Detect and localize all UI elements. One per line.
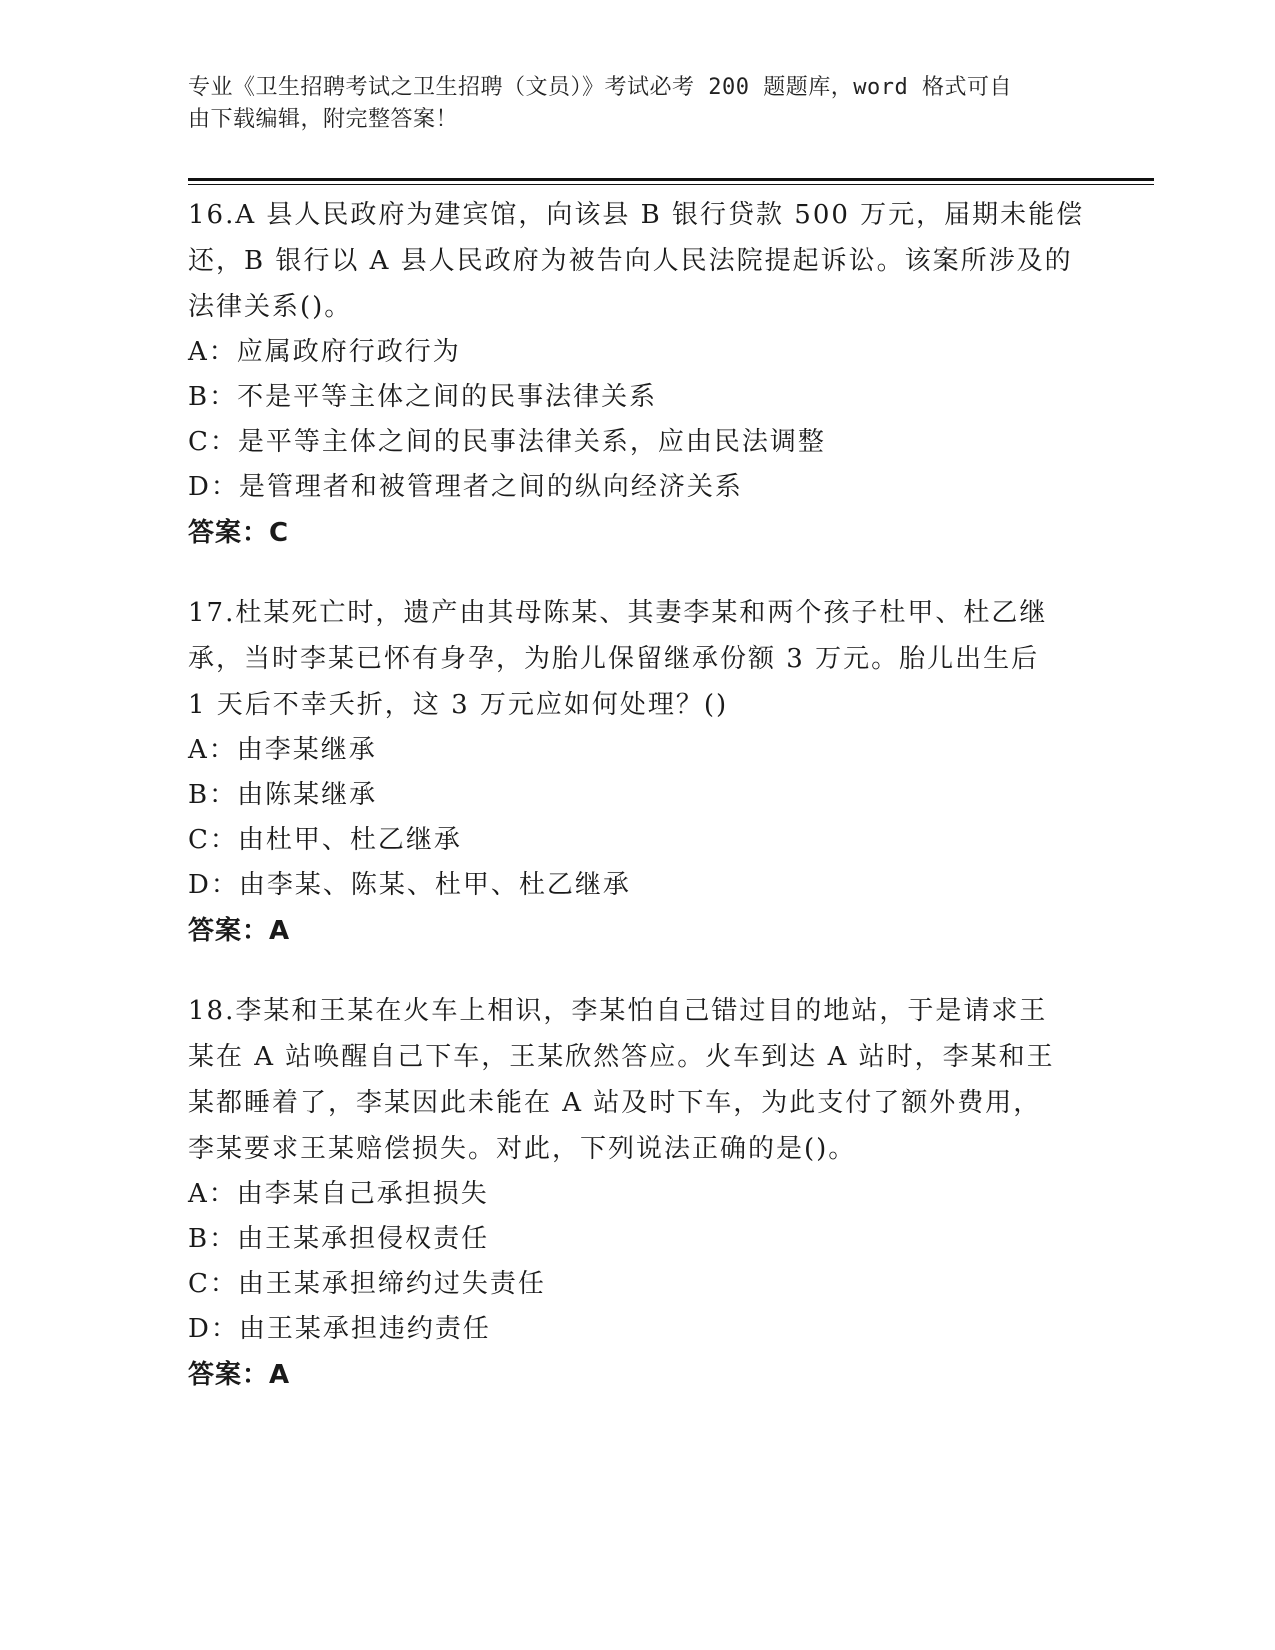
option-c: C：是平等主体之间的民事法律关系，应由民法调整 (188, 427, 826, 457)
option-d: D：由王某承担违约责任 (188, 1314, 491, 1344)
option-b: B：由王某承担侵权责任 (188, 1224, 490, 1254)
stem-line: 承，当时李某已怀有身孕，为胎儿保留继承份额 3 万元。胎儿出生后 (188, 644, 1040, 674)
stem-line: 法律关系()。 (188, 292, 353, 322)
answer-line: 答案：A (188, 916, 291, 946)
option-a: A：应属政府行政行为 (188, 337, 461, 367)
stem-line: 17.杜某死亡时，遗产由其母陈某、其妻李某和两个孩子杜甲、杜乙继 (188, 598, 1048, 628)
option-c: C：由王某承担缔约过失责任 (188, 1269, 546, 1299)
header-divider-thick (188, 178, 1154, 181)
header-line: 专业《卫生招聘考试之卫生招聘（文员）》考试必考 200 题题库，word 格式可自 (188, 75, 1012, 100)
stem-line: 16.A 县人民政府为建宾馆，向该县 B 银行贷款 500 万元，届期未能偿 (188, 200, 1085, 230)
stem-line: 李某要求王某赔偿损失。对此，下列说法正确的是()。 (188, 1134, 857, 1164)
question-16 (188, 192, 1088, 556)
option-b: B：由陈某继承 (188, 780, 378, 810)
option-a: A：由李某自己承担损失 (188, 1179, 489, 1209)
document-header (188, 72, 1068, 136)
question-list (188, 188, 1088, 1432)
question-stem (188, 590, 1088, 728)
stem-line: 还，B 银行以 A 县人民政府为被告向人民法院提起诉讼。该案所涉及的 (188, 246, 1073, 276)
question-stem (188, 988, 1088, 1172)
answer-line: 答案：A (188, 1360, 291, 1390)
question-18 (188, 988, 1088, 1398)
option-a: A：由李某继承 (188, 735, 377, 765)
stem-line: 1 天后不幸夭折，这 3 万元应如何处理？() (188, 690, 729, 720)
option-d: D：是管理者和被管理者之间的纵向经济关系 (188, 472, 743, 502)
stem-line: 某在 A 站唤醒自己下车，王某欣然答应。火车到达 A 站时，李某和王 (188, 1042, 1055, 1072)
question-stem (188, 192, 1088, 330)
header-line: 由下载编辑，附完整答案！ (188, 107, 459, 132)
stem-line: 18.李某和王某在火车上相识，李某怕自己错过目的地站，于是请求王 (188, 996, 1048, 1026)
stem-line: 某都睡着了，李某因此未能在 A 站及时下车，为此支付了额外费用， (188, 1088, 1042, 1118)
option-c: C：由杜甲、杜乙继承 (188, 825, 462, 855)
option-b: B：不是平等主体之间的民事法律关系 (188, 382, 658, 412)
answer-line: 答案：C (188, 518, 290, 548)
header-divider-thin (188, 184, 1154, 185)
option-d: D：由李某、陈某、杜甲、杜乙继承 (188, 870, 631, 900)
question-17 (188, 590, 1088, 954)
